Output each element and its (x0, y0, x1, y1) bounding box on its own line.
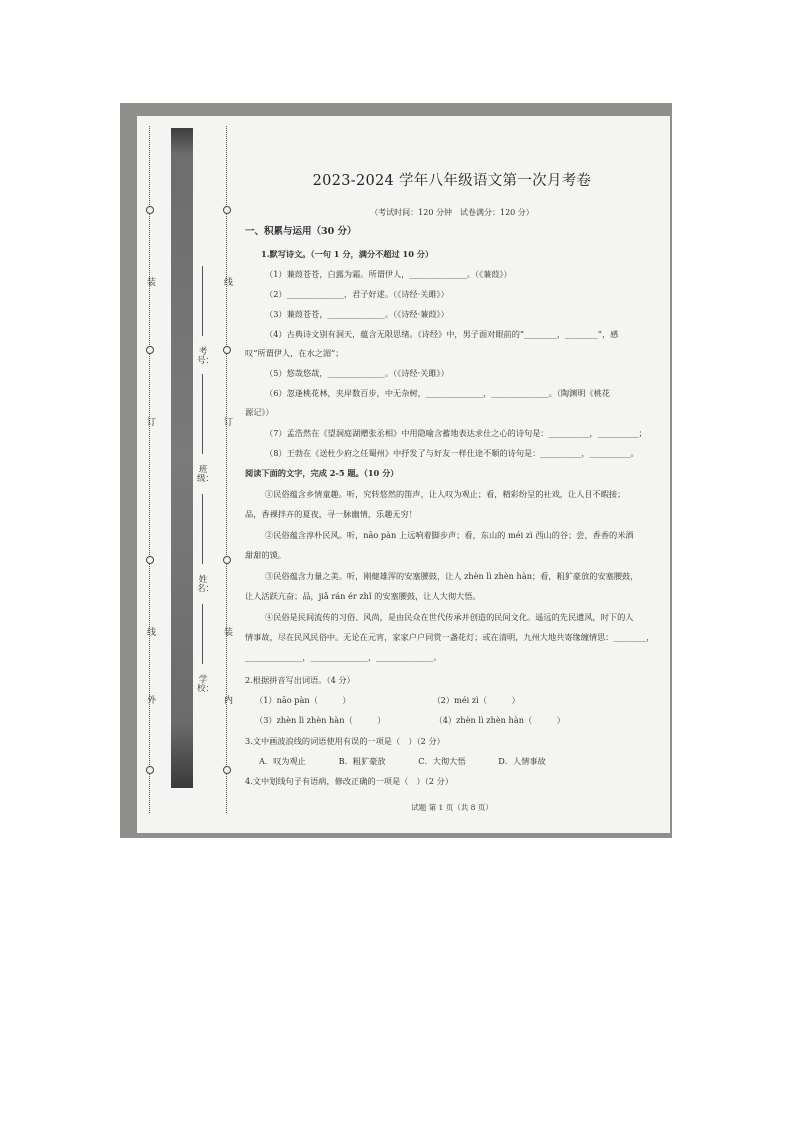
binding-hole (146, 206, 154, 214)
pinyin-items: （1）nāo pàn（ ） （2）méi zì（ ） (255, 695, 520, 705)
question-line: （8）王勃在《送杜少府之任蜀州》中抒发了与好友一样仕途不顺的诗句是：__________，__________。 (265, 448, 639, 458)
binding-char: 线 (147, 628, 157, 638)
question-line: （7）孟浩然在《望洞庭湖赠张丞相》中用隐喻含蓄地表达求仕之心的诗句是：__________，__________； (265, 428, 647, 438)
answer-options: A．叹为观止 B．粗犷豪放 C．大彻大悟 D．人情事故 (259, 756, 546, 766)
class-label: 班级： (197, 465, 215, 484)
question-line: （6）忽逢桃花林，夹岸数百步，中无杂树，______________，______________。（陶渊明《桃花 (265, 388, 610, 398)
question-line: 叹“所谓伊人，在水之湄”； (245, 348, 344, 358)
question-heading: 3.文中画波浪线的词语使用有误的一项是（ ）（2 分） (245, 736, 445, 746)
pinyin-items: （3）zhèn lì zhèn hàn（ ） （4）zhèn lì zhèn hàn（ ） (255, 715, 565, 725)
binding-char: 订 (147, 418, 157, 428)
binding-hole (146, 766, 154, 774)
binding-char: 线 (224, 278, 234, 288)
binding-hole (223, 346, 231, 354)
exam-paper (137, 116, 670, 833)
binding-inner-word: 内 (224, 696, 234, 706)
exam-content (237, 116, 667, 833)
passage-line: 甜甜的馍。 (245, 550, 286, 560)
question-line: （2）______________，君子好逑。（《诗经·关雎》） (265, 289, 449, 299)
reading-heading: 阅读下面的文字，完成 2-5 题。（10 分） (245, 468, 399, 478)
page-footer: 试题 第 1 页（共 8 页） (411, 803, 493, 812)
passage-line: 情事故，尽在民风民俗中。无论在元宵，家家户户同赏一盏花灯；或在清明，九州大地共寄缘缠情思：________， (245, 632, 655, 642)
passage-line: ①民俗蕴含乡情童趣。听，究转悠然的笛声，让人叹为观止；看，精彩纷呈的社戏，让人目不暇接； (265, 489, 626, 499)
field-underline (202, 266, 203, 336)
field-underline (202, 604, 203, 664)
passage-line: ③民俗蕴含力量之美。听，刚健雄浑的安塞腰鼓，让人 zhèn lì zhèn hàn；看，粗犷豪放的安塞腰鼓， (265, 571, 639, 581)
school-label: 学校： (197, 675, 215, 694)
question-heading: 4.文中划线句子有语病，修改正确的一项是（ ）（2 分） (245, 776, 454, 786)
field-underline (202, 494, 203, 564)
binding-hole (146, 556, 154, 564)
question-heading: 1.默写诗文。（一句 1 分，满分不超过 10 分） (261, 249, 434, 259)
binding-char: 订 (224, 418, 234, 428)
field-underline (202, 374, 203, 454)
exam-number-label: 考号： (197, 347, 215, 366)
passage-line: 让人活跃亢奋；品，jiǎ rán ér zhǐ 的安塞腰鼓，让人大彻大悟。 (245, 591, 481, 601)
exam-subtitle: （考试时间：120 分钟 试卷满分：120 分） (370, 208, 534, 217)
passage-line: ②民俗蕴含淳朴民风。听，nāo pàn 上远响着脚步声；看，东山的 méi zì 西山的谷；尝，香香的米酒 (265, 530, 634, 540)
binding-char: 装 (224, 628, 234, 638)
inner-dotted-line (226, 126, 227, 813)
binding-hole (223, 766, 231, 774)
binding-outer-word: 外 (147, 696, 157, 706)
binding-hole (146, 346, 154, 354)
document-photo (120, 103, 672, 838)
question-line: （1）蒹葭苍苍，白露为霜。所谓伊人，______________。（《蒹葭》） (265, 269, 512, 279)
binding-gray-strip (171, 128, 193, 788)
question-heading: 2.根据拼音写出词语。（4 分） (245, 675, 355, 685)
name-label: 姓名： (197, 575, 215, 594)
outer-dotted-line (149, 126, 150, 813)
binding-hole (223, 206, 231, 214)
binding-margin (137, 116, 241, 833)
section-heading: 一、积累与运用（30 分） (245, 226, 357, 237)
question-line: （5）悠哉悠哉，______________。（《诗经·关雎》） (265, 368, 449, 378)
exam-title: 2023-2024 学年八年级语文第一次月考卷 (312, 173, 592, 189)
question-line: （4）古典诗文别有洞天，蕴含无限思绪。《诗经》中，男子面对眼前的“________，________”，感 (265, 329, 619, 339)
binding-hole (223, 556, 231, 564)
question-line: （3）蒹葭苍苍，______________。（《诗经·蒹葭》） (265, 309, 449, 319)
passage-line: ④民俗是民间流传的习俗、风尚，是由民众在世代传承并创造的民间文化。遥远的先民遗风，时下的人 (265, 612, 634, 622)
question-line: 源记》） (245, 407, 274, 417)
passage-line: 品，香裸拌卉的夏夜，寻一脉幽情，乐趣无穷！ (245, 509, 417, 519)
passage-line: ______________，______________，______________。 (245, 652, 442, 662)
binding-char: 装 (147, 278, 157, 288)
